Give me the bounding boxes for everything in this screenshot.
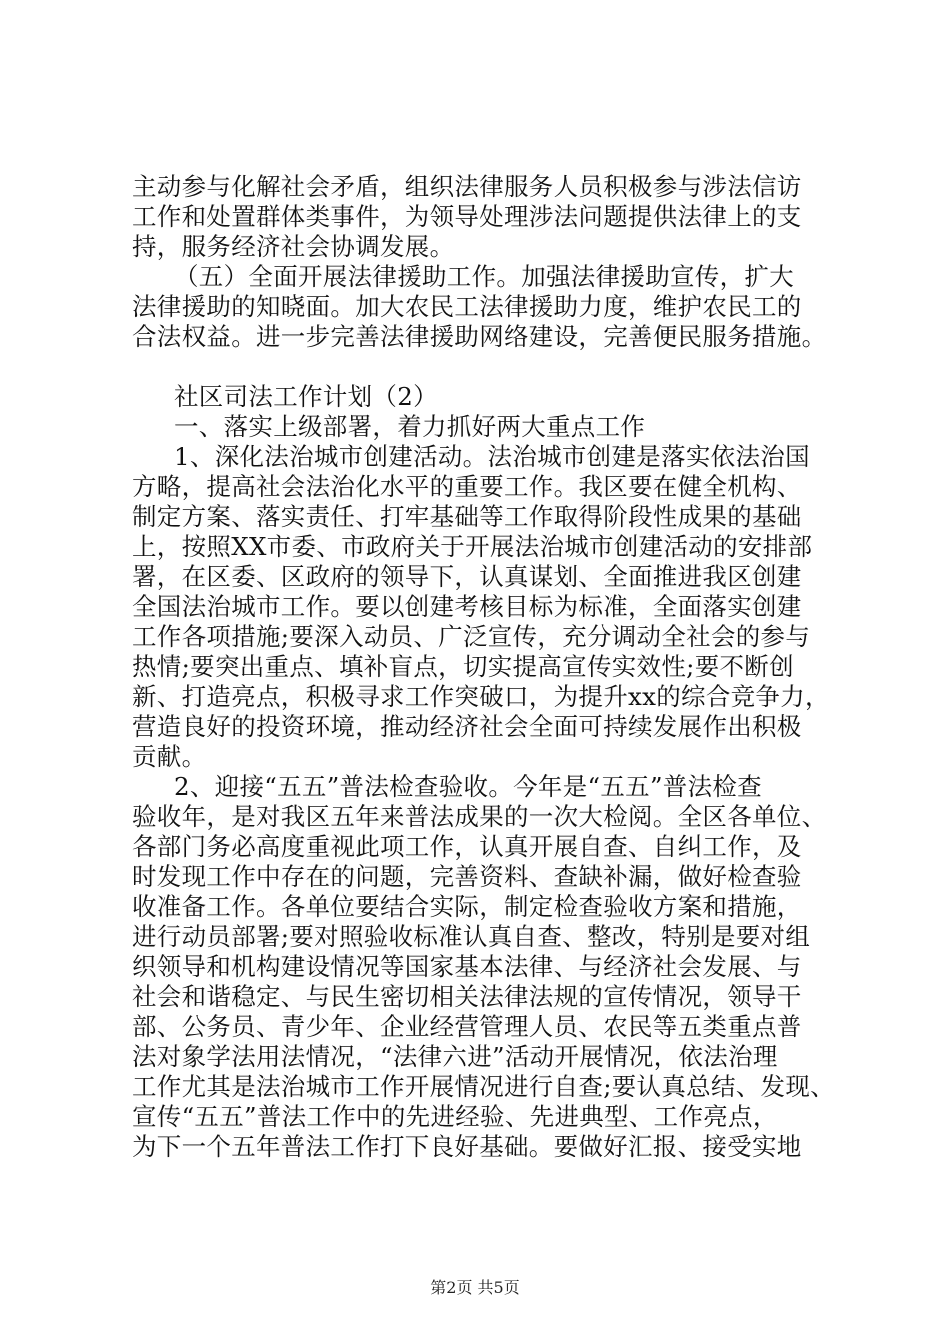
text-line: 法对象学法用法情况，“法律六进”活动开展情况，依法治理	[132, 1042, 778, 1071]
text-line: 验收年，是对我区五年来普法成果的一次大检阅。全区各单位、	[132, 802, 827, 831]
text-line: 各部门务必高度重视此项工作，认真开展自查、自纠工作，及	[132, 832, 802, 861]
text-line: 进行动员部署;要对照验收标准认真自查、整改，特别是要对组	[132, 922, 811, 951]
text-line: 主动参与化解社会矛盾，组织法律服务人员积极参与涉法信访	[132, 172, 802, 201]
paragraph-start-line: 2、迎接“五五”普法检查验收。今年是“五五”普法检查	[174, 772, 762, 801]
paragraph-start-line: （五）全面开展法律援助工作。加强法律援助宣传，扩大	[174, 262, 794, 291]
text-line: 热情;要突出重点、填补盲点，切实提高宣传实效性;要不断创	[132, 652, 794, 681]
text-line: 为下一个五年普法工作打下良好基础。要做好汇报、接受实地	[132, 1132, 802, 1161]
text-line: 织领导和机构建设情况等国家基本法律、与经济社会发展、与	[132, 952, 802, 981]
text-line: 工作各项措施;要深入动员、广泛宣传，充分调动全社会的参与	[132, 622, 811, 651]
text-line: 署，在区委、区政府的领导下，认真谋划、全面推进我区创建	[132, 562, 802, 591]
text-line: 法律援助的知晓面。加大农民工法律援助力度，维护农民工的	[132, 292, 802, 321]
paragraph-start-line: 1、深化法治城市创建活动。法治城市创建是落实依法治国	[174, 442, 810, 471]
text-line: 宣传“五五”普法工作中的先进经验、先进典型、工作亮点，	[132, 1102, 778, 1131]
text-line: 全国法治城市工作。要以创建考核目标为标准，全面落实创建	[132, 592, 802, 621]
document-body	[132, 172, 835, 1162]
text-line: 社会和谐稳定、与民生密切相关法律法规的宣传情况，领导干	[132, 982, 802, 1011]
text-line: 营造良好的投资环境，推动经济社会全面可持续发展作出积极	[132, 712, 802, 741]
text-line: 方略，提高社会法治化水平的重要工作。我区要在健全机构、	[132, 472, 802, 501]
text-line: 收准备工作。各单位要结合实际，制定检查验收方案和措施，	[132, 892, 802, 921]
text-line: 贡献。	[132, 742, 207, 771]
text-line: 工作尤其是法治城市工作开展情况进行自查;要认真总结、发现、	[132, 1072, 835, 1101]
section-heading: 一、落实上级部署，着力抓好两大重点工作	[174, 412, 646, 441]
text-line: 合法权益。进一步完善法律援助网络建设，完善便民服务措施。	[132, 322, 827, 351]
text-line: 部、公务员、青少年、企业经营管理人员、农民等五类重点普	[132, 1012, 802, 1041]
page-footer: 第2页 共5页	[430, 1278, 520, 1297]
blank-line	[132, 352, 832, 382]
text-line: 新、打造亮点，积极寻求工作突破口，为提升xx的综合竞争力，	[132, 682, 830, 711]
text-line: 工作和处置群体类事件，为领导处理涉法问题提供法律上的支	[132, 202, 802, 231]
text-line: 制定方案、落实责任、打牢基础等工作取得阶段性成果的基础	[132, 502, 802, 531]
text-line: 上，按照XX市委、市政府关于开展法治城市创建活动的安排部	[132, 532, 813, 561]
section-title: 社区司法工作计划（2）	[174, 382, 438, 411]
text-line: 持，服务经济社会协调发展。	[132, 232, 455, 261]
text-line: 时发现工作中存在的问题，完善资料、查缺补漏，做好检查验	[132, 862, 802, 891]
